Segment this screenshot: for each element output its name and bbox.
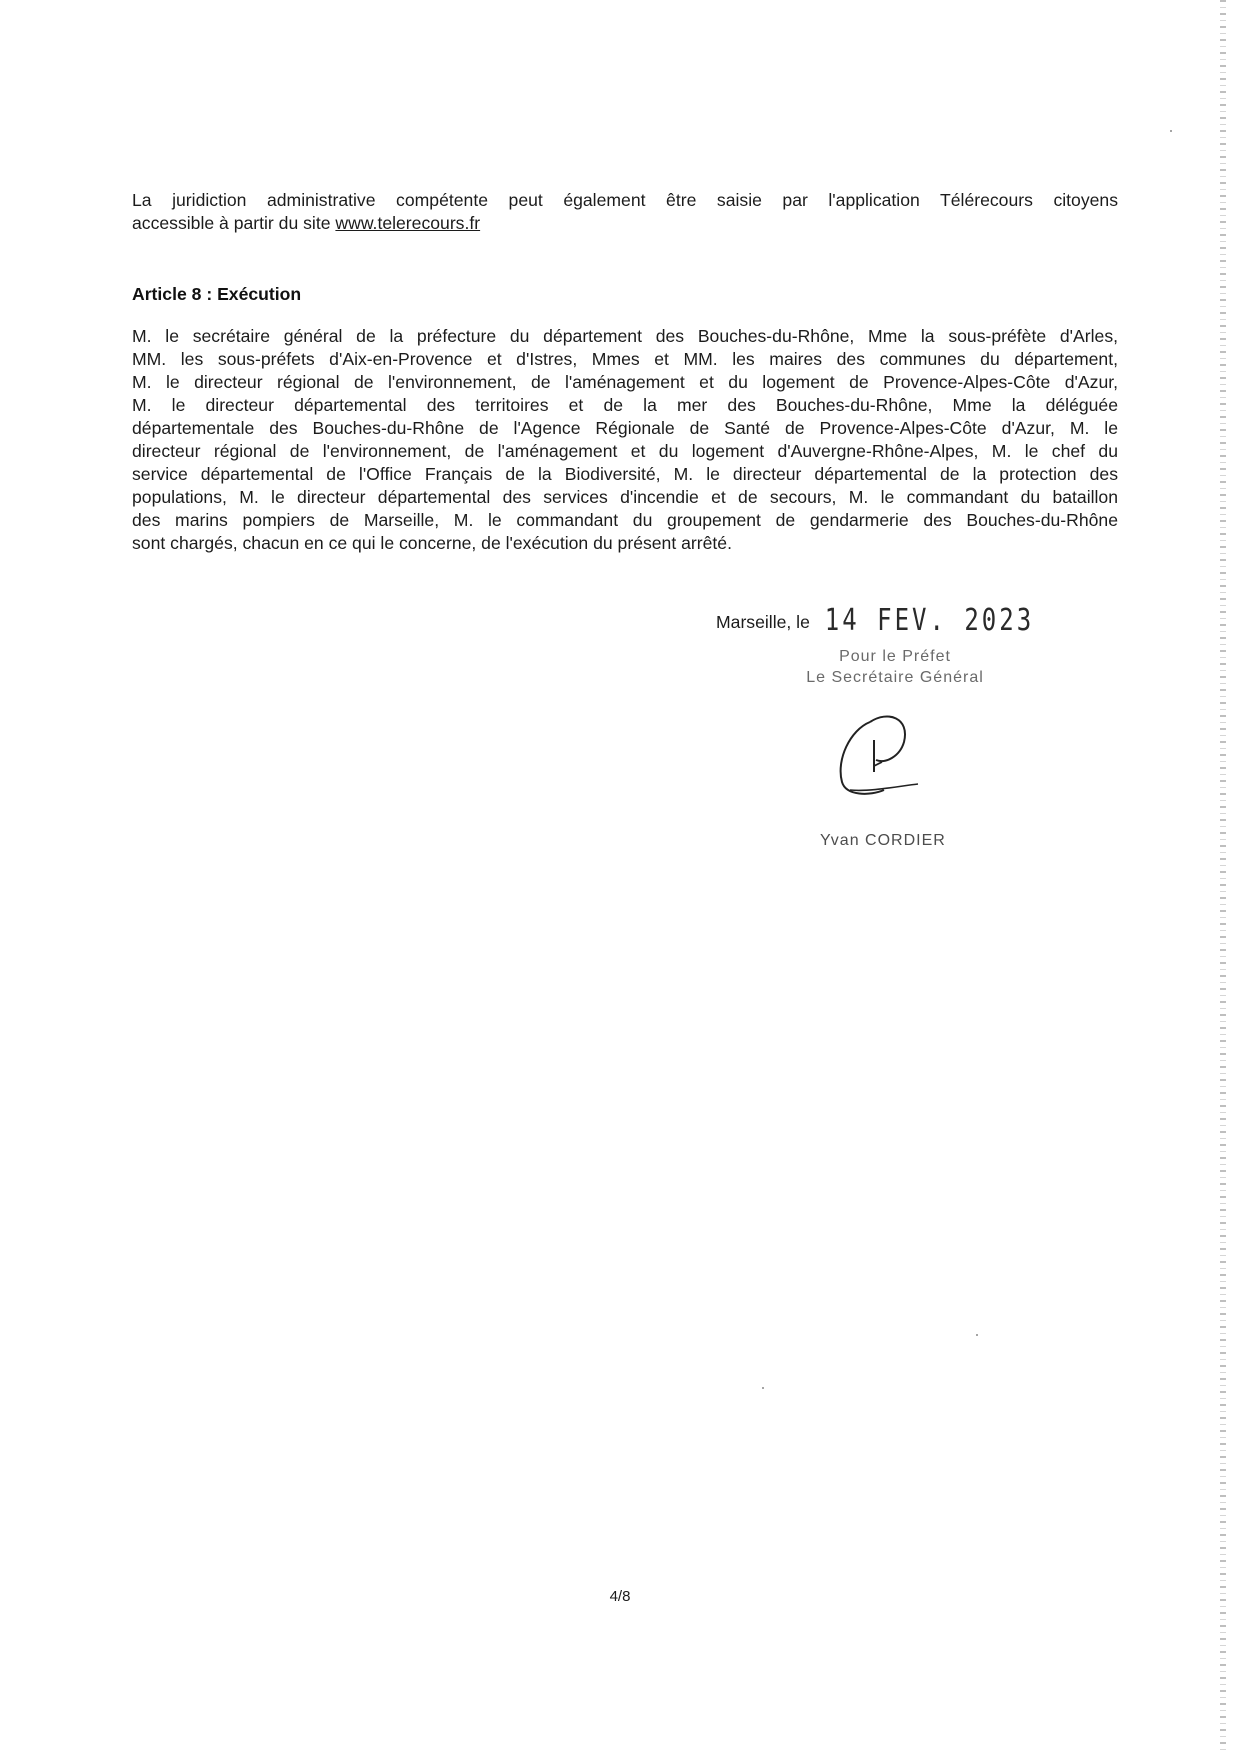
intro-line-text: accessible à partir du site — [132, 213, 336, 233]
date-stamp: 14 FEV. 2023 — [824, 602, 1035, 638]
intro-paragraph — [132, 189, 1118, 235]
article-line: service départemental de l'Office Français de la Biodiversité, M. le directeur départemental de la protection des — [132, 464, 1118, 484]
scan-speck — [762, 1387, 764, 1389]
scan-speck — [976, 1334, 978, 1336]
article-line: M. le directeur régional de l'environnement, de l'aménagement et du logement de Provence-Alpes-Côte d'Azur, — [132, 372, 1118, 392]
scan-edge-artifact — [1220, 0, 1226, 1754]
article-body — [132, 325, 1118, 555]
article-line: directeur régional de l'environnement, de l'aménagement et du logement d'Auvergne-Rhône-Alpes, M. le chef du — [132, 441, 1118, 461]
intro-line: La juridiction administrative compétente peut également être saisie par l'application Télérecours citoyens — [132, 190, 1118, 210]
article-heading: Article 8 : Exécution — [132, 284, 302, 304]
article-line: départementale des Bouches-du-Rhône de l'Agence Régionale de Santé de Provence-Alpes-Côte d'Azur, M. le — [132, 418, 1118, 438]
article-line: populations, M. le directeur départemental des services d'incendie et de secours, M. le commandant du bataillon — [132, 487, 1118, 507]
handwritten-signature — [830, 700, 940, 810]
place-label: Marseille, le — [716, 612, 810, 632]
place-and-date — [716, 602, 1035, 638]
delegation-line-2: Le Secrétaire Général — [806, 669, 984, 686]
article-line: MM. les sous-préfets d'Aix-en-Provence et d'Istres, Mmes et MM. les maires des communes du département, — [132, 349, 1118, 369]
scan-speck — [1170, 130, 1172, 132]
telerecours-link[interactable]: www.telerecours.fr — [335, 213, 481, 233]
delegation-stamp — [780, 646, 1010, 688]
article-line: des marins pompiers de Marseille, M. le commandant du groupement de gendarmerie des Bouches-du-Rhône — [132, 510, 1118, 530]
signatory-name: Yvan CORDIER — [820, 832, 946, 849]
page-number: 4/8 — [609, 1588, 631, 1605]
article-line: M. le secrétaire général de la préfecture du département des Bouches-du-Rhône, Mme la sous-préfète d'Arles, — [132, 326, 1118, 346]
intro-line — [132, 212, 1118, 235]
delegation-line-1: Pour le Préfet — [839, 648, 951, 665]
article-line: M. le directeur départemental des territoires et de la mer des Bouches-du-Rhône, Mme la déléguée — [132, 395, 1118, 415]
article-line: sont chargés, chacun en ce qui le concerne, de l'exécution du présent arrêté. — [132, 533, 732, 553]
